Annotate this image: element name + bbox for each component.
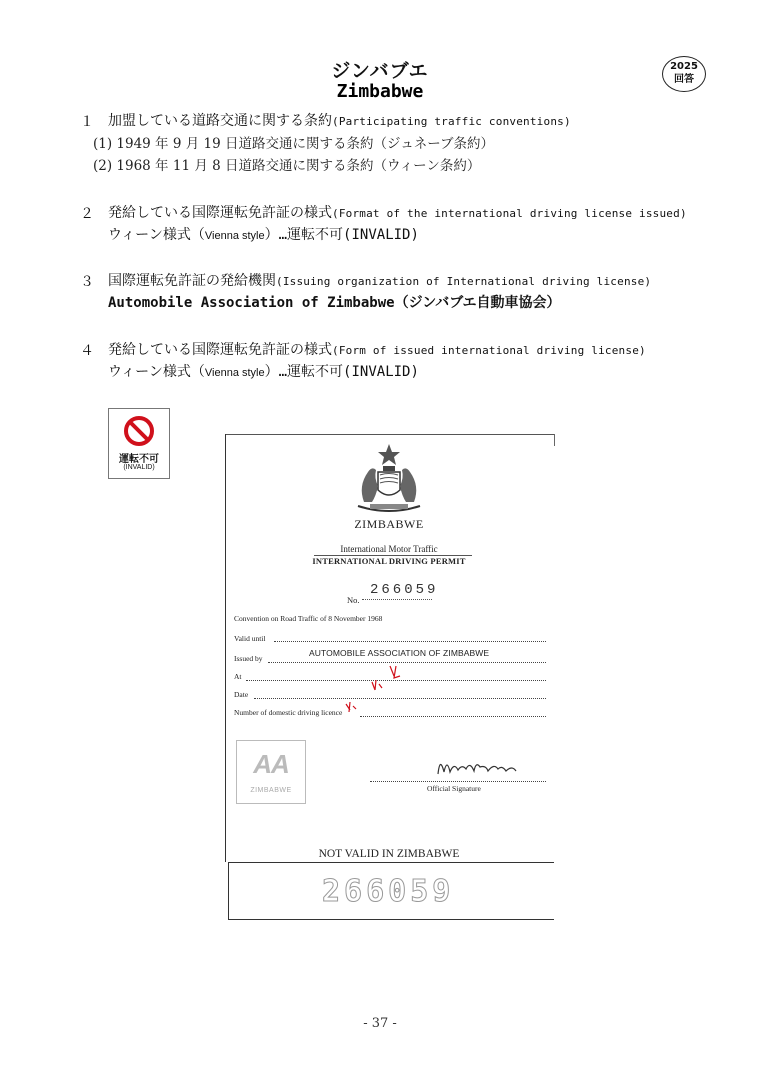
invalid-sign [108, 408, 170, 479]
section-1-item-2: (2) 1968 年 11 月 8 日道路交通に関する条約（ウィーン条約） [93, 158, 481, 174]
section-4-value-jp: ウィーン様式（ [108, 364, 205, 380]
badge-year: 2025 [670, 61, 698, 72]
section-3-value [108, 292, 561, 312]
official-signature-label: Official Signature [427, 784, 481, 793]
section-2-heading-jp: 発給している国際運転免許証の様式 [108, 205, 332, 221]
permit-subtitle: International Motor Traffic [340, 544, 438, 554]
permit-convention: Convention on Road Traffic of 8 November 1968 [234, 614, 383, 623]
section-2-heading [108, 202, 687, 222]
signature-icon [432, 752, 532, 782]
section-1-heading-en: (Participating traffic conventions) [332, 115, 571, 128]
not-valid-notice: NOT VALID IN ZIMBABWE [318, 848, 460, 860]
perforated-number: 266059 [322, 874, 455, 909]
invalid-label-jp: 運転不可 [119, 454, 159, 465]
badge-label: 回答 [674, 74, 694, 85]
section-2-value-tail: ）…運転不可(INVALID) [264, 227, 419, 243]
section-2-value-jp: ウィーン様式（ [108, 227, 205, 243]
scan-top-border [225, 434, 555, 435]
section-4-number: ４ [80, 343, 94, 359]
section-2-value-small: Vienna style [204, 230, 265, 242]
section-4-heading-jp: 発給している国際運転免許証の様式 [108, 342, 332, 358]
aa-stamp [236, 740, 306, 804]
signature-dots [370, 781, 546, 783]
section-4-heading-en: (Form of issued international driving license) [332, 344, 646, 357]
section-3-value-en: Automobile Association of Zimbabwe [108, 295, 395, 311]
section-4-value [108, 361, 419, 381]
year-badge [662, 56, 706, 92]
permit-title: INTERNATIONAL DRIVING PERMIT [312, 556, 466, 566]
section-1-item-1: (1) 1949 年 9 月 19 日道路交通に関する条約（ジュネーブ条約） [93, 136, 495, 152]
permit-country: ZIMBABWE [354, 517, 424, 531]
aa-stamp-name: ZIMBABWE [250, 787, 292, 794]
section-2-value [108, 224, 419, 244]
section-3-heading-jp: 国際運転免許証の発給機関 [108, 273, 276, 289]
page-subtitle: Zimbabwe [336, 81, 424, 102]
page-number: - 37 - [363, 1016, 397, 1031]
field-at: At [234, 672, 242, 681]
field-valid-until: Valid until [234, 634, 266, 643]
section-4-value-tail: ）…運転不可(INVALID) [264, 364, 419, 380]
field-valid-until-dots [274, 641, 546, 643]
section-2-number: ２ [80, 206, 94, 222]
section-1-heading-jp: 加盟している道路交通に関する条約 [108, 113, 332, 129]
field-date: Date [234, 690, 249, 699]
prohibited-icon [123, 415, 155, 447]
section-1-number: １ [80, 114, 94, 130]
page-title: ジンバブエ [331, 60, 429, 82]
section-4-value-small: Vienna style [204, 367, 265, 379]
field-issued-by: Issued by [234, 654, 263, 663]
permit-scan [222, 434, 556, 922]
section-3-heading [108, 270, 651, 290]
coat-of-arms-icon [350, 442, 428, 514]
handwritten-red-marks [340, 662, 410, 724]
section-3-heading-en: (Issuing organization of International driving license) [276, 275, 652, 288]
section-2-heading-en: (Format of the international driving license issued) [332, 207, 687, 220]
permit-number-label: No. [347, 595, 360, 605]
scan-right-border [554, 434, 555, 446]
scan-left-border [225, 434, 226, 862]
section-3-number: ３ [80, 274, 94, 290]
aa-logo: AA [253, 749, 289, 779]
permit-number-dots [362, 599, 432, 601]
section-4-heading [108, 339, 646, 359]
section-1-heading [108, 110, 571, 130]
permit-number: 266059 [370, 582, 439, 598]
permit-issuer: AUTOMOBILE ASSOCIATION OF ZIMBABWE [309, 648, 490, 658]
field-domestic-licence: Number of domestic driving licence [234, 708, 343, 717]
section-3-value-jp: （ジンバブエ自動車協会） [394, 295, 561, 311]
invalid-label-en: (INVALID) [123, 464, 155, 471]
